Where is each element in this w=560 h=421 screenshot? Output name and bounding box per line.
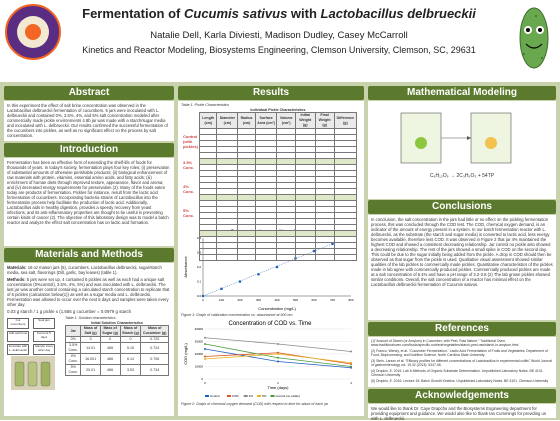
data-point — [277, 361, 279, 363]
table-cell: 0.720 — [141, 337, 169, 343]
conclusions-header: Conclusions — [368, 200, 556, 214]
jar-photo — [11, 356, 55, 390]
materials-text: 16 oz mason jars (5), cucumbers, Lactobacillus delbrueckii, sugar/starch media, sea salt, flavorings (Dill, garlic, bay leaves) (table 1). — [7, 265, 162, 275]
reference-item: (4) Dropkin, E. 2016. Lab 6-Methods of Organic Substrate Determination. Unpublished Laboratory Notes. BE 4101. Clemson University — [371, 369, 544, 377]
x-tick-label: 2 — [277, 381, 279, 385]
x-tick-label: 300 — [255, 297, 262, 302]
table-cell: 0 — [120, 337, 141, 343]
legend-swatch — [244, 395, 248, 397]
flow-step: Add salt brine — [7, 331, 29, 342]
table-cell: 5.15 — [120, 343, 141, 354]
pickle-table — [196, 112, 357, 261]
data-point — [350, 366, 352, 368]
table-header-cell: Jar — [66, 326, 81, 337]
table-row — [66, 343, 169, 354]
table-cell — [334, 255, 356, 261]
y-axis-label: COD (mg/L) — [183, 343, 188, 365]
group-label: 5% Conc. — [183, 207, 195, 218]
pickle-mascot-icon — [514, 2, 554, 72]
table-cell: 3.5% Conc. — [66, 343, 81, 354]
flow-step: Ferment 5 days — [33, 331, 55, 342]
x-tick-label: 4 — [350, 381, 352, 385]
x-tick-label: 700 — [329, 297, 336, 302]
y-tick-label: 10000 — [194, 364, 203, 369]
table-header-cell: Difference (g) — [334, 113, 356, 129]
cod-chart — [181, 317, 359, 401]
data-point — [202, 294, 205, 297]
group-label: 3.5% Conc. — [183, 159, 195, 170]
author-list: Natalie Dell, Karla Diviesti, Madison Dudley, Casey McCarroll — [150, 30, 408, 41]
abstract-header: Abstract — [4, 86, 174, 100]
data-point — [220, 287, 223, 290]
flow-step: Inoculate with L. delbrueckii — [7, 344, 29, 355]
legend-label: Control — [210, 394, 220, 398]
introduction-box — [4, 158, 174, 246]
y-tick-label: 30000 — [194, 339, 203, 344]
chart-title: Concentration vs. Absorbance — [229, 229, 311, 236]
data-point — [239, 280, 242, 283]
flow-step: Seal jars — [33, 318, 55, 329]
table-cell: 0.734 — [141, 365, 169, 376]
table-cell — [277, 255, 296, 261]
x-tick-label: 400 — [274, 297, 280, 302]
table-cell: 5% Conc. — [66, 365, 81, 376]
table-cell: 0.724 — [141, 343, 169, 354]
reference-item: (3) Stein, Larson et al. "Efficacy profiles for different concentrations of Lactobacillus in experimental colitis" World Journal of gastroenterology vol. 19,32 (2013): 5347-56. — [371, 359, 552, 367]
x-tick-label: 100 — [218, 297, 225, 302]
table-header-cell: Mass of Cucumber (g) — [141, 326, 169, 337]
legend-label: 4% — [248, 394, 254, 398]
results-header: Results — [178, 86, 364, 100]
table-header-cell: Length (cm) — [200, 113, 217, 129]
y-tick-label: 0.3 — [196, 250, 201, 254]
table-cell — [238, 255, 255, 261]
table-cell — [255, 255, 277, 261]
table-cell: 14.01 — [81, 343, 100, 354]
poster-title: Fermentation of Cucumis sativus with Lactobacillus delbrueckii — [82, 6, 476, 21]
acknowledgements-box — [368, 404, 556, 421]
batch-reactor-diagram — [371, 103, 551, 173]
group-label: Control (with pickles) — [183, 133, 198, 149]
legend-swatch — [257, 395, 261, 397]
legend-label: Control (no pickle) — [275, 394, 300, 398]
abstract-text: In this experiment the effect of salt brine concentration was observed in the Lactobacillus delbrueckii fermentation of cucumbers. 5 jars were inoculated with L. delbrueckii and contained 0%, 3.5%, 4%, and 5% salt concentration modeled after commercially made pickle environments 4.8b jar was made with a starch/sugar media and inoculated with L. delbrueckii. Our results confirmed the successful fermentation of the cucumbers into pickles, as well as no significant effect on the process by salt concentration. — [7, 103, 168, 138]
abstract-box — [4, 101, 174, 141]
y-tick-label: 40000 — [194, 327, 203, 331]
table-header-cell: Diameter (cm) — [217, 113, 238, 129]
data-point — [277, 343, 279, 345]
y-tick-label: 0.4 — [196, 235, 201, 240]
acknowledgements-header: Acknowledgements — [368, 389, 556, 403]
data-point — [204, 348, 206, 350]
introduction-header: Introduction — [4, 143, 174, 157]
references-box — [368, 337, 556, 387]
materials-header: Materials and Methods — [4, 248, 174, 262]
data-point — [257, 272, 260, 275]
legend-swatch — [227, 395, 231, 397]
table-header-cell: Initial Weight (g) — [295, 113, 315, 129]
table-cell: 0.706 — [141, 354, 169, 365]
results-box — [178, 101, 364, 416]
data-point — [276, 265, 279, 268]
conclusions-text: In conclusion, the salt concentration in the jars had little or no effect on the pickling fermentation process, this was concluded through the COD test. The COD, chemical oxygen demand, is an indicator of the amount of energy present in a system. In our batch fermentation reactor with L. delbrueckii, as the substrate (the starch and sugar media) is converted to lactic acid, less energy becomes available, therefore less COD. It was observed in Figure 2 that jar 4% maintained the highest COD and showed a consistent decreasing relationship. Jar control no pickle also showed a decreasing relationship. The rest of the jars showed a small spike in COD on the second day. This could be due to the sugar initially being added from the pickle. A drop in COD should then be observed as that sugar from the pickle is used. Qualitative visual assessment showed similar qualities of the lab pickles to commercially made pickles. Quantitative characteristics of the pickles made in lab agree with commercially produced pickles. Commercially produced pickles are made at a salt concentration of 5.4% and have a pH range of 3.2-3.8 (2) The lab grown pickles showed similar conditions. Overall, the salt concentration of a reactor has minimal effect on the Lactobacillus delbrueckii fermentation of Cucumis sativus. — [371, 217, 553, 287]
table-header-cell: Surface Area (cm²) — [255, 113, 277, 129]
table-cell: 6.14 — [120, 354, 141, 365]
data-point — [277, 357, 279, 359]
x-tick-label: 0 — [202, 297, 204, 302]
legend-label: 3.5% — [231, 394, 239, 398]
data-point — [350, 351, 352, 353]
solution-table: Table 1: Solution characteristics Initial Solution Characteristics Jar Mass of Salt (g) Mass of Sugar (g) Mass of Starch (g) Mass of Cucumber (g) 0% 0 0 0 0.720 3.5% Conc. 14.01 466 5.15 0.724 4% Conc. 16.001 466 6.14 0.706 5% Conc. 20.01 466 3.53 0.734 — [65, 316, 169, 376]
reaction-equation: C₆H₁₂O₆ → 2C₃H₆O₃ + 54TP — [429, 173, 495, 179]
table-cell: 466 — [100, 343, 120, 354]
introduction-text: Fermentation has been an effective form of extending the shelf-life of foods for thousands of years. In today's society, fermentation plays four key roles; (i) preservation of substantial amounts of otherwise perishable products; (ii) biological enhancement of raw materials with protein, vitamins, essential amino acids, and fatty acids; (iii) enrichment of human diets through improved texture, appearance, flavor and aroma; and (iv) decreased energy requirements for preservation (2). Many of the foods eaten today are products of fermentation. Pickles for instance, result from the lactic acid fermentation of cucumbers. Incorporating bacteria strains of Lactobacillus into the fermentation process help facilitate the production of lactic acid. Additionally, Lactobacillus aids in healthy digestion, provides a speedy recovery from yeast infections, and its anti-inflammatory properties are thought to be useful in preventing certain kinds of cancer (2). The objective of this laboratory design was to model a batch reactor and analyze the effect salt concentration has on lactic acid formation. — [7, 160, 170, 225]
reference-item: (2) Franco, Wendy, et al. "Cucumber Fermentation." Lactic Acid Fermentation of Fruits and Vegetables, Department of Food, Bioprocessing, and Nutrition Science, North Carolina State University. — [371, 349, 548, 357]
pickle-table-caption: Table 1: Pickle Characteristics — [181, 103, 230, 107]
starch-equation: 0.03 g starch / 1 g pickle x (1.665 g cucumber = 0.0979 g starch — [7, 309, 132, 314]
table-header-cell: Radius (cm) — [238, 113, 255, 129]
y-tick-label: 0.1 — [196, 279, 201, 283]
legend-swatch — [205, 395, 209, 397]
acknowledgements-text: We would like to thank Dr. Caye Drapcho and the Biosystems Engineering department for providing equipment and guidance. We would also like to thank Ian Cummings for providing us with L. delbrueckii. — [371, 406, 546, 421]
legend-swatch — [271, 395, 275, 397]
table-header-cell: Mass of Salt (g) — [81, 326, 100, 337]
table-row — [66, 354, 169, 365]
references-header: References — [368, 322, 556, 336]
affiliation: Kinetics and Reactor Modeling, Biosystems Engineering, Clemson University, Clemson, SC, 29631 — [82, 45, 476, 55]
table-cell — [217, 255, 238, 261]
pickle-table-title: Individual Pickle Characteristics — [250, 107, 306, 112]
table-header-cell: Final Weight (g) — [315, 113, 334, 129]
data-point — [204, 358, 206, 360]
x-tick-label: 500 — [292, 297, 299, 302]
data-point — [277, 353, 279, 355]
poster-header — [0, 0, 560, 82]
group-label: 4% Conc. — [183, 183, 195, 194]
table-cell: 0 — [100, 337, 120, 343]
table-header-cell: Mass of Starch (g) — [120, 326, 141, 337]
reference-item: (5) Dropkin, E. 2016. Lecture 15: Batch Growth Kinetics. Unpublished Laboratory Notes. BE 4101. Clemson University — [371, 379, 549, 383]
table-cell: 466 — [100, 365, 120, 376]
table-cell — [295, 255, 315, 261]
chart2-caption: Figure 2: Graph of chemical oxygen demand (COD) with respect to time for about of each jar — [181, 402, 329, 406]
table-cell — [315, 255, 334, 261]
table-header-cell: Mass of Sugar (g) — [100, 326, 120, 337]
data-point — [204, 356, 206, 358]
x-tick-label: 600 — [311, 297, 317, 302]
university-seal-icon — [5, 4, 61, 60]
data-point — [204, 343, 206, 345]
flow-step: Sample every other day — [33, 344, 55, 355]
y-tick-label: 0.0 — [196, 293, 201, 298]
methods-text: 5 jars were set up, 4 contained 6 pickles as well as each had a unique salt concentration (0%control), 3.5%, 4%, 5%) and was inoculated with L. delbrueckii. The last jar was another control containing a calculated starch concentration to replicate that of 6 pickles (calculation below(1)) as well as a sugar media and L. delbrueckii. Fermentation was allowed to occur over the next 5 days and samples were taken every other day. — [7, 277, 170, 307]
x-tick-label: 0 — [204, 381, 206, 385]
table-cell: 20.01 — [81, 365, 100, 376]
conclusions-box — [368, 215, 556, 320]
data-point — [350, 362, 352, 364]
x-tick-label: 200 — [237, 297, 243, 302]
table-cell: 466 — [100, 354, 120, 365]
table-cell: 4% Conc. — [66, 354, 81, 365]
y-tick-label: 0 — [201, 377, 203, 381]
table-row — [66, 365, 169, 376]
table-cell: 3.53 — [120, 365, 141, 376]
table-cell — [200, 255, 217, 261]
y-axis-label: Absorbance — [183, 255, 188, 278]
y-tick-label: 0.2 — [196, 264, 201, 269]
table-row — [200, 255, 357, 261]
table-cell: 0% — [66, 337, 81, 343]
materials-box: Materials: 16 oz mason jars (5), cucumbers, Lactobacillus delbrueckii, sugar/starch media, sea salt, flavorings (Dill, garlic, bay leaves) (table 1). Methods: 5 jars were set up, 4 contained 6 pickles as well as each had a unique salt concentration (0%control), 3.5%, 4%, 5%) and was inoculated with L. delbrueckii. The last jar was another control containing a calculated starch concentration to replicate that of 6 pickles (calculation below(1)) as well as a sugar media and L. delbrueckii. Fermentation was allowed to occur over the next 5 days and samples were taken every other day. 0.03 g starch / 1 g pickle x (1.665 g cucumber = 0.0979 g starch Cut cucumbers Add salt brine Inoculate with L. delbrueckii Seal jars Ferment 5 days Sample every other day Table 1: Solution characteristics Initial Solution Characteristics Jar Mass of Salt (g) Mass of Sugar (g) Mass of Starch (g) Mass of Cucumber (g) 0% 0 0 0 0.720 3.5% Conc. 14.01 466 5.15 0.724 4% Conc. 16.001 466 6.14 0.706 5% Conc. 20.01 466 3.53 0.734 — [4, 263, 174, 416]
chart1-caption: Figure 1: Graph of calibration concentration vs. absorbance at 600 nm — [181, 312, 293, 317]
data-point — [204, 337, 206, 339]
table-cell: 0 — [81, 337, 100, 343]
table-cell: 16.001 — [81, 354, 100, 365]
x-tick-label: 800 — [348, 297, 354, 302]
modeling-header: Mathematical Modeling — [368, 86, 556, 100]
x-axis-label: Time (days) — [267, 385, 289, 390]
modeling-box — [368, 101, 556, 199]
x-axis-label: Concentration (mg/L) — [258, 305, 296, 311]
chart-title: Concentration of COD vs. Time — [228, 321, 312, 327]
legend-label: 5% — [262, 394, 267, 398]
reference-item: (1)"Amount of Starch (or Amylum) in Cucumber, with Peel, Raw Nature." Traditional Oven. www.traditionaloven.com/foods/specific-nutrient/vegetables/starch-peel-raw/starch-in-amylum.html — [371, 339, 519, 347]
flow-step: Cut cucumbers — [7, 318, 29, 329]
table-header-cell: Volume (cm³) — [277, 113, 296, 129]
y-tick-label: 20000 — [194, 352, 203, 356]
